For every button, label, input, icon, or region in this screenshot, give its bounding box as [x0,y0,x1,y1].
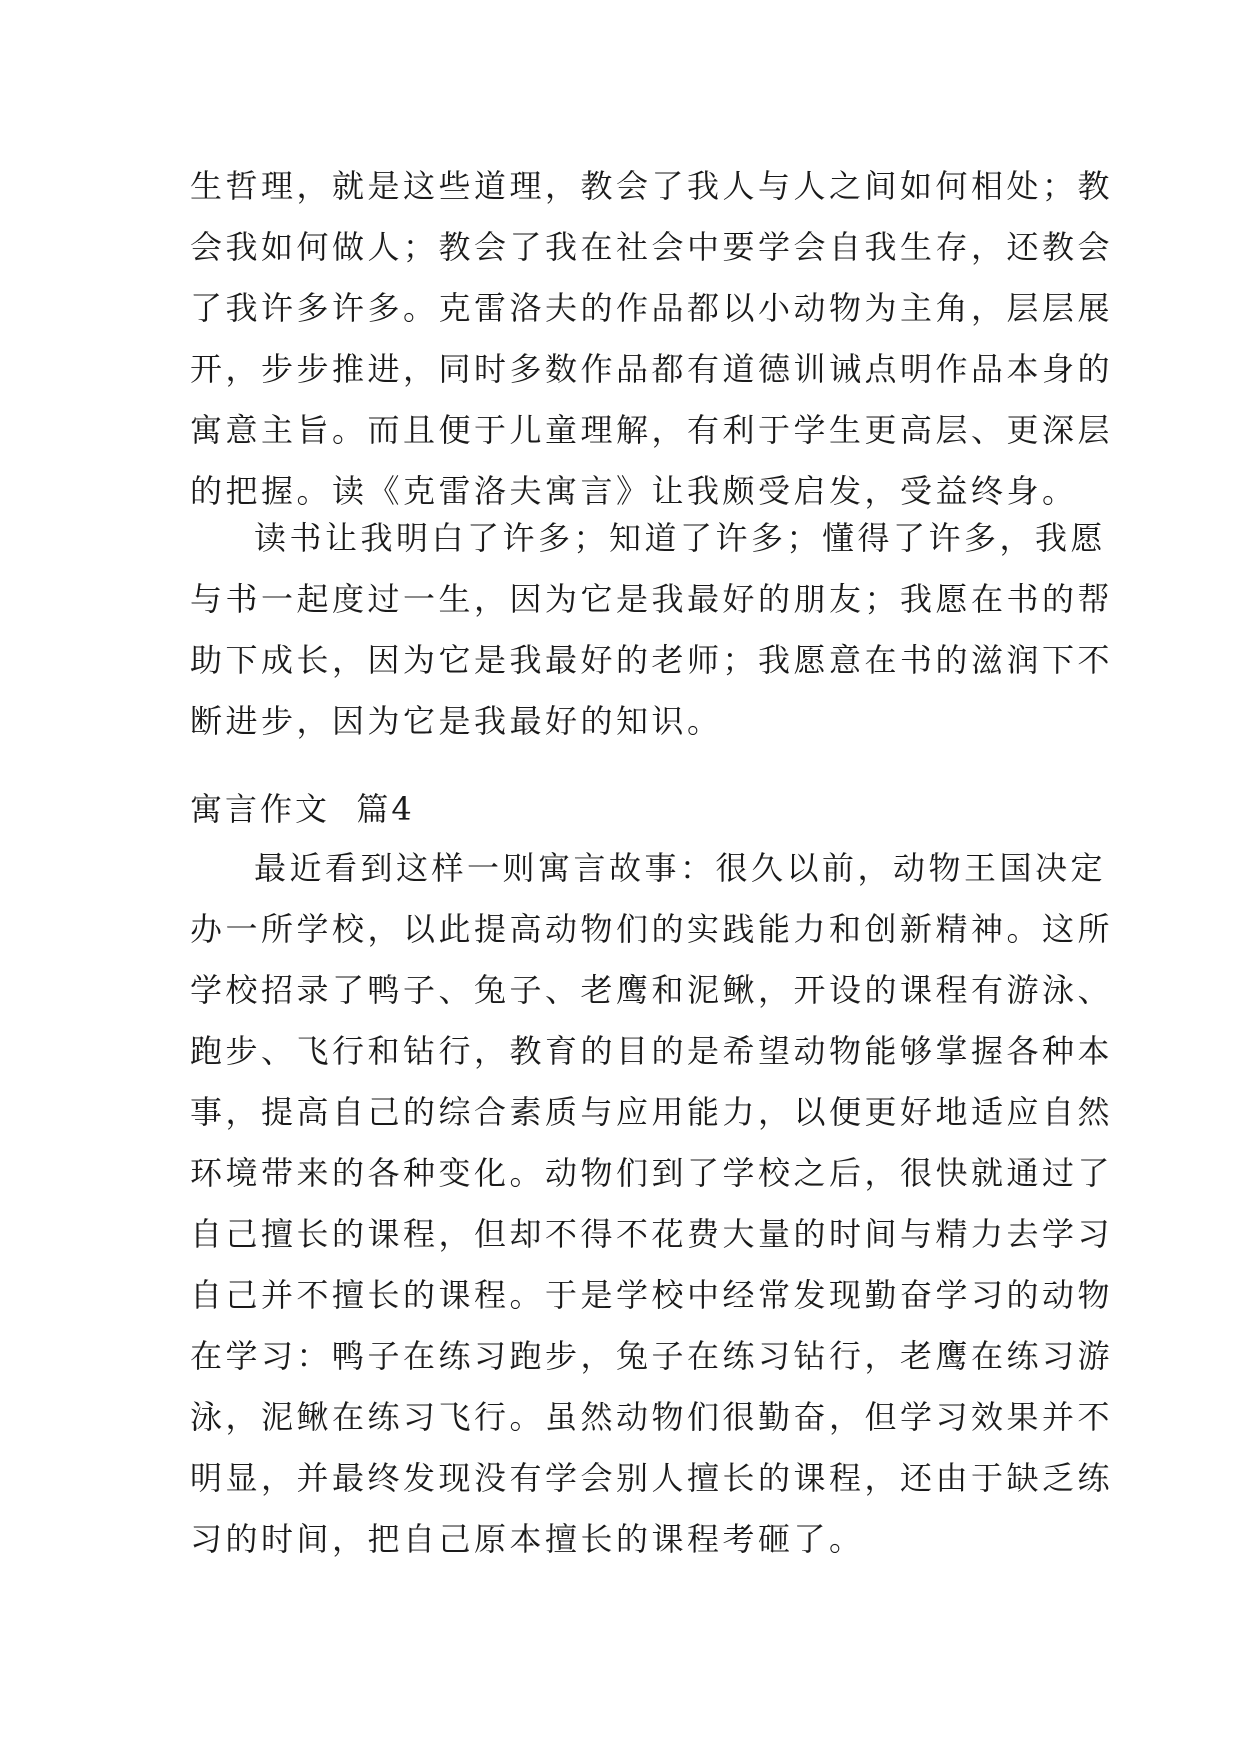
section-heading-block [190,779,1070,840]
text-line: 办一所学校，以此提高动物们的实践能力和创新精神。这所 [190,910,1114,948]
text-line: 寓意主旨。而且便于儿童理解，有利于学生更高层、更深层 [190,411,1114,449]
text-line: 自己并不擅长的课程。于是学校中经常发现勤奋学习的动物 [190,1276,1114,1314]
text-line: 开，步步推进，同时多数作品都有道德训诫点明作品本身的 [190,350,1114,388]
paragraph-fable [190,838,1114,1570]
text-line: 了我许多许多。克雷洛夫的作品都以小动物为主角，层层展 [190,289,1114,327]
text-line: 会我如何做人；教会了我在社会中要学会自我生存，还教会 [190,228,1114,266]
text-line: 习的时间，把自己原本擅长的课程考砸了。 [190,1520,865,1558]
text-line: 学校招录了鸭子、兔子、老鹰和泥鳅，开设的课程有游泳、 [190,971,1114,1009]
text-line: 泳，泥鳅在练习飞行。虽然动物们很勤奋，但学习效果并不 [190,1398,1114,1436]
text-line: 在学习：鸭子在练习跑步，兔子在练习钻行，老鹰在练习游 [190,1337,1114,1375]
text-line: 自己擅长的课程，但却不得不花费大量的时间与精力去学习 [190,1215,1114,1253]
text-line: 事，提高自己的综合素质与应用能力，以便更好地适应自然 [190,1093,1114,1131]
paragraph-reading [190,508,1114,752]
text-line: 读书让我明白了许多；知道了许多；懂得了许多，我愿 [254,519,1107,557]
text-line: 最近看到这样一则寓言故事：很久以前，动物王国决定 [254,849,1107,887]
text-line: 的把握。读《克雷洛夫寓言》让我颇受启发，受益终身。 [190,472,1078,510]
text-line: 断进步，因为它是我最好的知识。 [190,702,723,740]
text-line: 与书一起度过一生，因为它是我最好的朋友；我愿在书的帮 [190,580,1114,618]
text-line: 助下成长，因为它是我最好的老师；我愿意在书的滋润下不 [190,641,1114,679]
paragraph-continued [190,156,1114,522]
section-heading: 寓言作文 篇4 [190,790,415,828]
text-line: 生哲理，就是这些道理，教会了我人与人之间如何相处；教 [190,167,1114,205]
text-line: 跑步、飞行和钻行，教育的目的是希望动物能够掌握各种本 [190,1032,1114,1070]
text-line: 明显，并最终发现没有学会别人擅长的课程，还由于缺乏练 [190,1459,1114,1497]
text-line: 环境带来的各种变化。动物们到了学校之后，很快就通过了 [190,1154,1114,1192]
